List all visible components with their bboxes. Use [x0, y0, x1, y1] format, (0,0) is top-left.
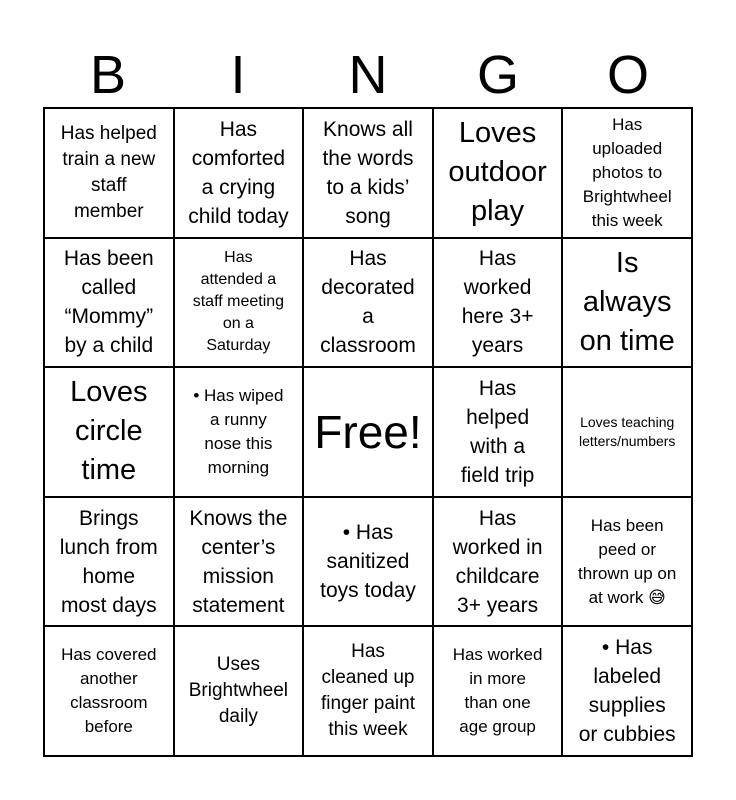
bingo-cell-r5-c1[interactable]: [44, 626, 174, 756]
cell-text: Has been called “Mommy” by a child: [63, 247, 154, 358]
header-letter-g: G: [476, 45, 519, 105]
bingo-cell-r5-c4[interactable]: [433, 626, 563, 756]
header-letter-b: B: [89, 45, 127, 105]
cell-text: • Has sanitized toys today: [320, 521, 416, 603]
bingo-cell-r2-c5[interactable]: [562, 238, 692, 368]
header-letter-o: O: [606, 45, 649, 105]
header-letter-i: I: [230, 45, 246, 105]
bingo-cell-r2-c4[interactable]: [433, 238, 563, 368]
cell-text: Has helped train a new staff member: [60, 122, 157, 222]
cell-text: Brings lunch from home most days: [59, 506, 158, 617]
bingo-cell-r4-c3[interactable]: [303, 497, 433, 627]
cell-text: Loves circle time: [70, 376, 148, 487]
cell-text: Has uploaded photos to Brightwheel this week: [582, 114, 672, 230]
bingo-cell-r2-c1[interactable]: [44, 238, 174, 368]
bingo-cell-r4-c2[interactable]: [174, 497, 304, 627]
cell-text: Has comforted a crying child today: [188, 117, 289, 228]
bingo-cell-r5-c3[interactable]: [303, 626, 433, 756]
cell-text: Knows all the words to a kids’ song: [322, 117, 414, 228]
bingo-cell-r1-c5[interactable]: [562, 108, 692, 238]
bingo-cell-r2-c2[interactable]: [174, 238, 304, 368]
bingo-cell-free[interactable]: [303, 367, 433, 497]
cell-text: Loves outdoor play: [448, 117, 547, 228]
bingo-cell-r4-c5[interactable]: [562, 497, 692, 627]
cell-text: Has attended a staff meeting on a Saturday: [192, 249, 285, 355]
bingo-cell-r1-c1[interactable]: [44, 108, 174, 238]
bingo-cell-r5-c2[interactable]: [174, 626, 304, 756]
cell-text: Is always on time: [579, 246, 675, 357]
bingo-cell-r3-c2[interactable]: [174, 367, 304, 497]
cell-text: Uses Brightwheel daily: [188, 654, 289, 728]
cell-text: Has cleaned up finger paint this week: [320, 641, 415, 741]
cell-text: Knows the center’s mission statement: [189, 506, 288, 617]
bingo-cell-r3-c4[interactable]: [433, 367, 563, 497]
cell-text: Has worked here 3+ years: [461, 247, 534, 358]
bingo-cell-r3-c1[interactable]: [44, 367, 174, 497]
bingo-cell-r5-c5[interactable]: [562, 626, 692, 756]
bingo-cell-r1-c2[interactable]: [174, 108, 304, 238]
cell-text: • Has labeled supplies or cubbies: [578, 636, 676, 747]
cell-text: Has worked in more than one age group: [452, 645, 543, 737]
cell-text: • Has wiped a runny nose this morning: [193, 385, 284, 477]
bingo-cell-r3-c5[interactable]: [562, 367, 692, 497]
header-letter-n: N: [348, 45, 388, 105]
bingo-grid: [43, 107, 693, 757]
bingo-cell-r1-c3[interactable]: [303, 108, 433, 238]
cell-text: Has helped with a field trip: [460, 376, 535, 487]
cell-text: Has decorated a classroom: [320, 247, 416, 358]
cell-text: Loves teaching letters/numbers: [578, 413, 676, 449]
cell-text: Has worked in childcare 3+ years: [452, 506, 543, 617]
bingo-cell-r4-c1[interactable]: [44, 497, 174, 627]
cell-text: Has covered another classroom before: [61, 645, 157, 737]
cell-text: Has been peed or thrown up on at work 😅: [578, 515, 677, 607]
bingo-cell-r1-c4[interactable]: [433, 108, 563, 238]
bingo-cell-r4-c4[interactable]: [433, 497, 563, 627]
free-space-text: Free!: [314, 405, 422, 458]
bingo-cell-r2-c3[interactable]: [303, 238, 433, 368]
bingo-header: [43, 44, 693, 106]
